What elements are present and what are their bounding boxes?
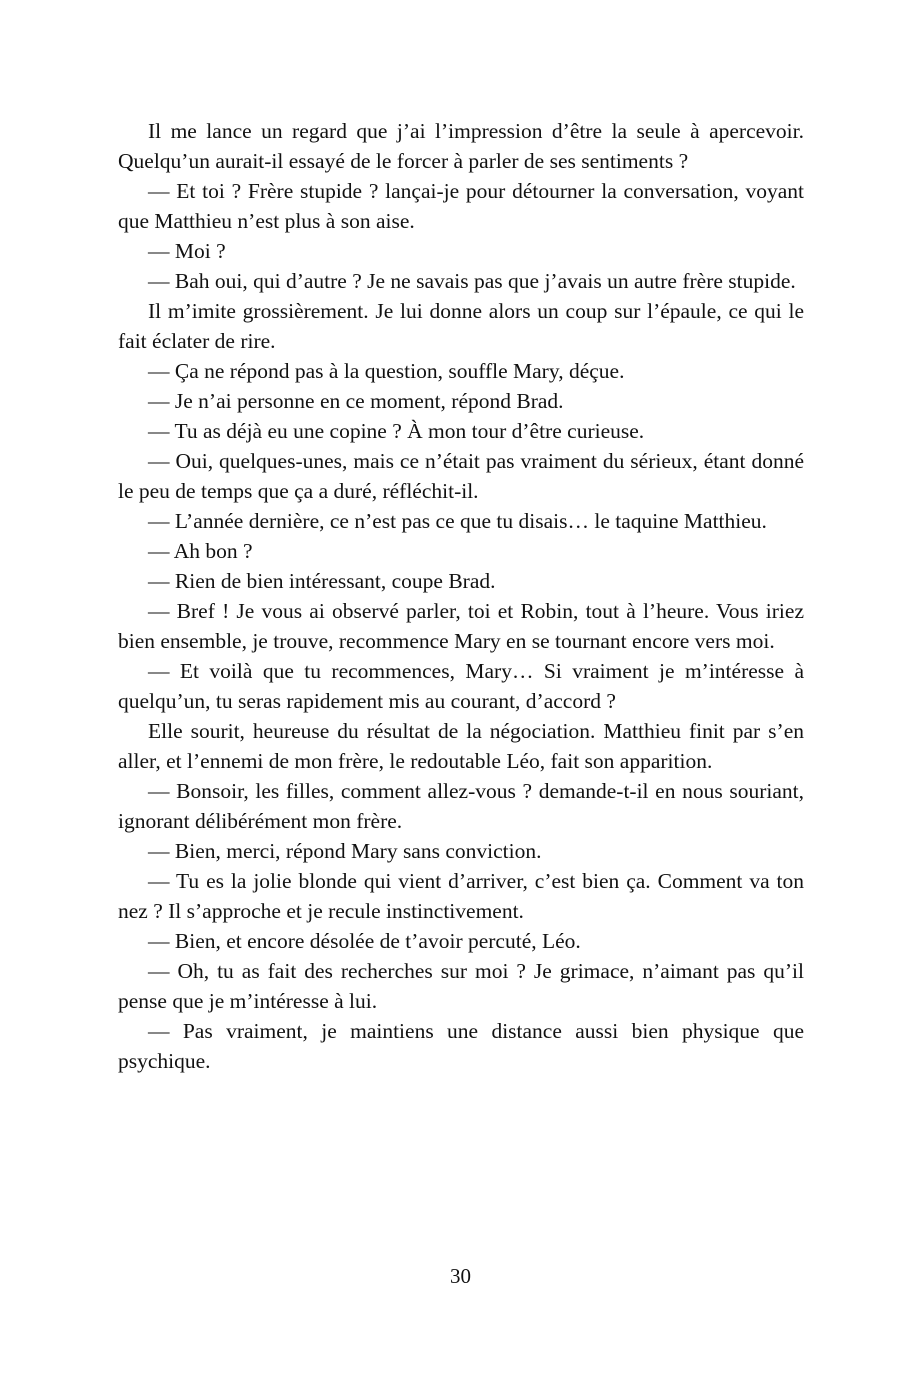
- page-number: 30: [450, 1264, 471, 1288]
- paragraph: — Pas vraiment, je maintiens une distance aussi bien physique que psychique.: [118, 1019, 804, 1073]
- paragraph: — Bonsoir, les filles, comment allez-vous ? demande-t-il en nous souriant, ignorant délibérément mon frère.: [118, 779, 804, 833]
- paragraph: — Bien, merci, répond Mary sans conviction.: [148, 839, 542, 863]
- paragraph: — Et voilà que tu recommences, Mary… Si vraiment je m’intéresse à quelqu’un, tu seras rapidement mis au courant, d’accord ?: [118, 659, 804, 713]
- paragraph: — Tu as déjà eu une copine ? À mon tour d’être curieuse.: [148, 419, 645, 443]
- paragraph: — Ah bon ?: [148, 539, 253, 563]
- body-text: [118, 116, 804, 1076]
- paragraph: — Ça ne répond pas à la question, souffle Mary, déçue.: [148, 359, 625, 383]
- paragraph: — Je n’ai personne en ce moment, répond Brad.: [148, 389, 564, 413]
- paragraph: — Oui, quelques-unes, mais ce n’était pas vraiment du sérieux, étant donné le peu de temps que ça a duré, réfléchit-il.: [118, 449, 804, 503]
- paragraph: Il m’imite grossièrement. Je lui donne alors un coup sur l’épaule, ce qui le fait éclater de rire.: [118, 299, 804, 353]
- paragraph: — L’année dernière, ce n’est pas ce que tu disais… le taquine Matthieu.: [148, 509, 767, 533]
- paragraph: — Tu es la jolie blonde qui vient d’arriver, c’est bien ça. Comment va ton nez ? Il s’approche et je recule instinctivement.: [118, 869, 804, 923]
- paragraph: — Bref ! Je vous ai observé parler, toi et Robin, tout à l’heure. Vous iriez bien ensemble, je trouve, recommence Mary en se tournant encore vers moi.: [118, 599, 804, 653]
- paragraph: — Rien de bien intéressant, coupe Brad.: [148, 569, 496, 593]
- paragraph: Il me lance un regard que j’ai l’impression d’être la seule à apercevoir. Quelqu’un aurait-il essayé de le forcer à parler de ses sentiments ?: [118, 119, 804, 173]
- paragraph: — Bien, et encore désolée de t’avoir percuté, Léo.: [148, 929, 581, 953]
- paragraph: — Et toi ? Frère stupide ? lançai-je pour détourner la conversation, voyant que Matthieu n’est plus à son aise.: [118, 179, 804, 233]
- paragraph: — Bah oui, qui d’autre ? Je ne savais pas que j’avais un autre frère stupide.: [148, 269, 796, 293]
- paragraph: Elle sourit, heureuse du résultat de la négociation. Matthieu finit par s’en aller, et l’ennemi de mon frère, le redoutable Léo, fait son apparition.: [118, 719, 804, 773]
- paragraph: — Moi ?: [148, 239, 226, 263]
- paragraph: — Oh, tu as fait des recherches sur moi ? Je grimace, n’aimant pas qu’il pense que je m’intéresse à lui.: [118, 959, 804, 1013]
